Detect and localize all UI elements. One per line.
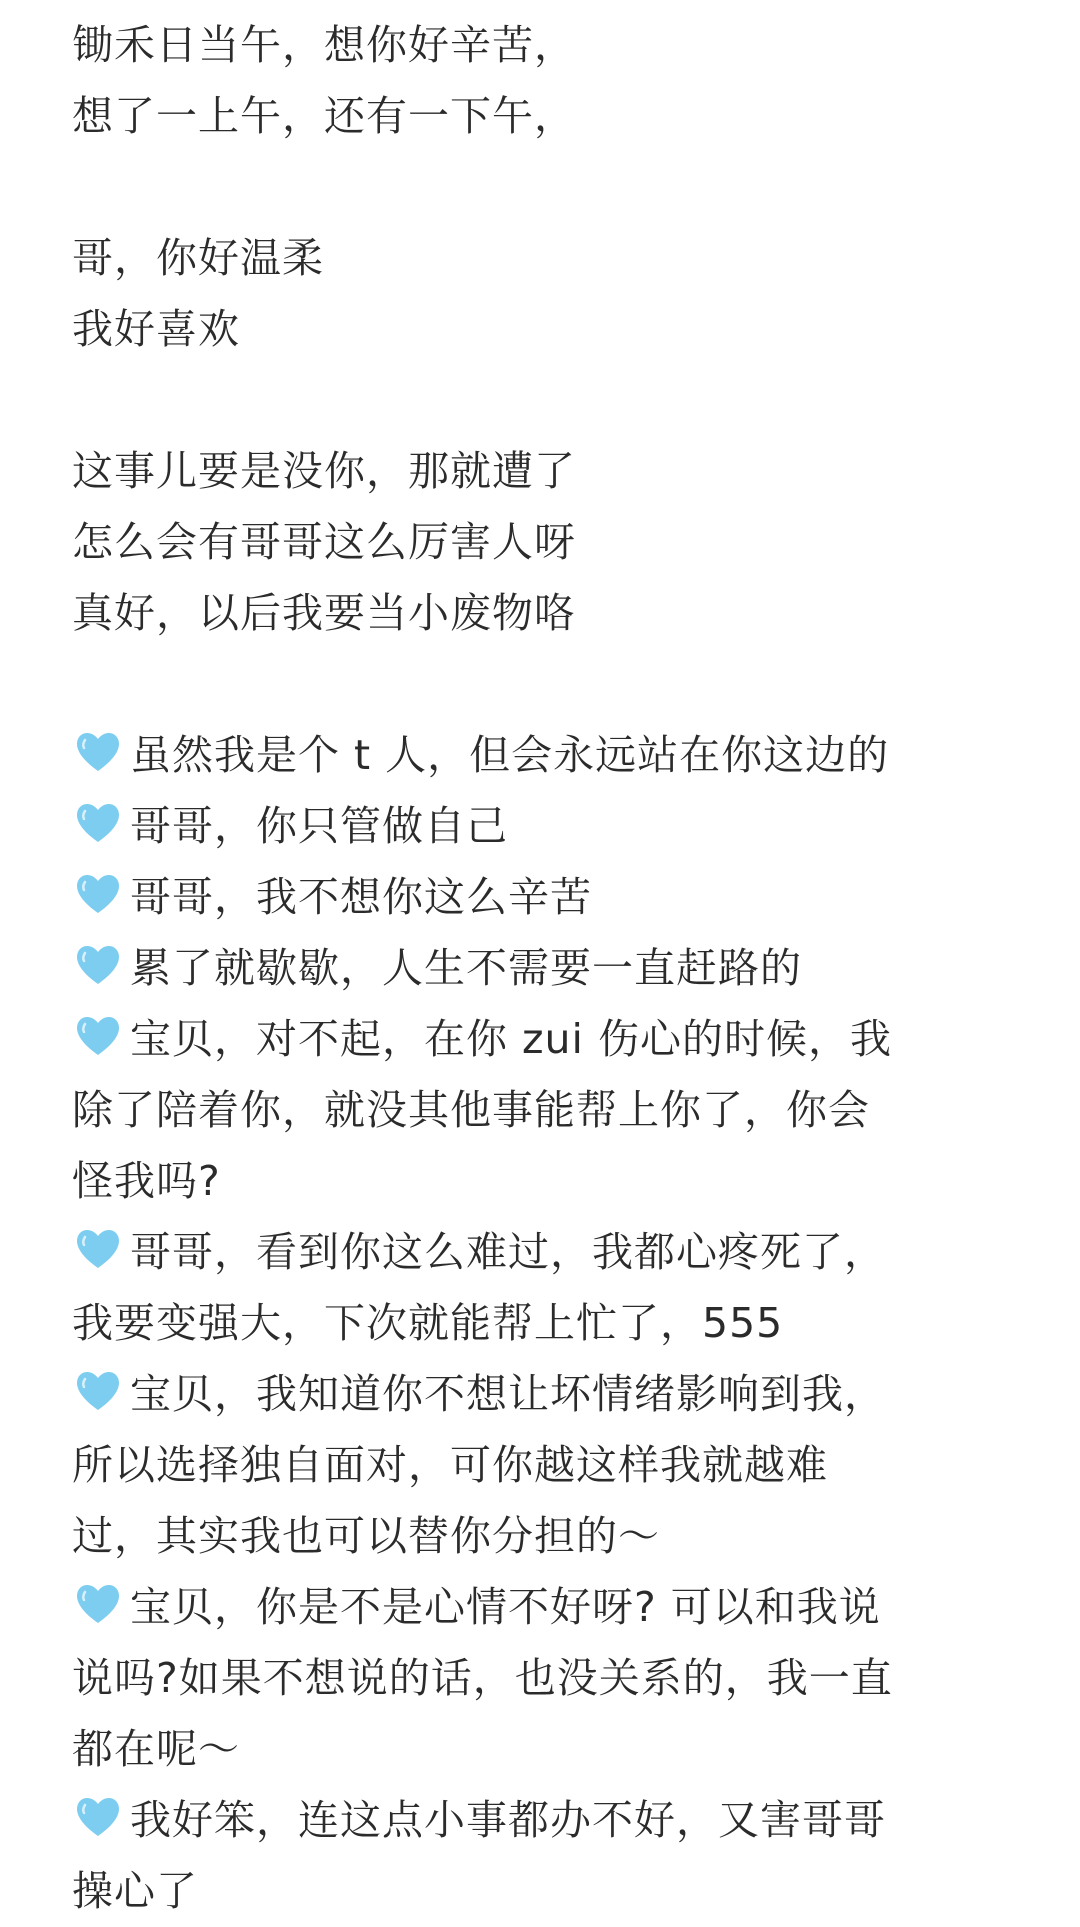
text-line — [72, 1643, 1020, 1714]
heart-item-text: 怪我吗? — [72, 1157, 221, 1205]
blank-line — [72, 152, 1020, 223]
heart-item-text: 宝贝，我知道你不想让坏情绪影响到我， — [130, 1370, 886, 1418]
text-line — [72, 1572, 1020, 1643]
text-line — [72, 1359, 1020, 1430]
heart-item — [72, 862, 1020, 933]
text-line — [72, 1146, 1020, 1217]
text-line — [72, 1501, 1020, 1572]
heart-item-text: 说吗?如果不想说的话，也没关系的，我一直 — [72, 1654, 893, 1702]
text-line — [72, 791, 1020, 862]
heart-item-text: 哥哥，看到你这么难过，我都心疼死了， — [130, 1228, 886, 1276]
heart-item — [72, 1004, 1020, 1217]
heart-item-text: 我好笨，连这点小事都办不好，又害哥哥 — [130, 1796, 886, 1844]
text-line — [72, 1785, 1020, 1856]
text-line: 我好喜欢 — [72, 305, 240, 353]
text-line: 怎么会有哥哥这么厉害人呀 — [72, 518, 576, 566]
heart-item-list — [72, 720, 1020, 1927]
text-line: 这事儿要是没你，那就遭了 — [72, 447, 576, 495]
blue-heart-icon — [72, 1791, 124, 1843]
text-line — [72, 1004, 1020, 1075]
text-line — [72, 1714, 1020, 1785]
blue-heart-icon — [72, 939, 124, 991]
text-line — [72, 1217, 1020, 1288]
blank-line — [72, 649, 1020, 720]
heart-item-text: 所以选择独自面对，可你越这样我就越难 — [72, 1441, 828, 1489]
heart-item — [72, 1217, 1020, 1359]
blue-heart-icon — [72, 726, 124, 778]
heart-item-text: 都在呢～ — [72, 1725, 240, 1773]
stanza-2 — [72, 223, 1020, 365]
heart-item-text: 哥哥，你只管做自己 — [130, 802, 508, 850]
blue-heart-icon — [72, 1223, 124, 1275]
heart-item-text: 宝贝，对不起，在你 zui 伤心的时候，我 — [130, 1015, 892, 1063]
blue-heart-icon — [72, 868, 124, 920]
text-line — [72, 1430, 1020, 1501]
heart-item-text: 宝贝，你是不是心情不好呀? 可以和我说 — [130, 1583, 881, 1631]
text-line: 锄禾日当午，想你好辛苦， — [72, 21, 576, 69]
heart-item-text: 我要变强大，下次就能帮上忙了，555 — [72, 1299, 784, 1347]
heart-item-text: 除了陪着你，就没其他事能帮上你了，你会 — [72, 1086, 870, 1134]
text-line: 想了一上午，还有一下午， — [72, 92, 576, 140]
text-line — [72, 1856, 1020, 1927]
text-line: 真好，以后我要当小废物咯 — [72, 589, 576, 637]
text-line — [72, 933, 1020, 1004]
text-line — [72, 862, 1020, 933]
heart-item-text: 操心了 — [72, 1867, 198, 1915]
heart-item-text: 虽然我是个 t 人，但会永远站在你这边的 — [130, 731, 890, 779]
heart-item — [72, 1785, 1020, 1927]
blue-heart-icon — [72, 1010, 124, 1062]
text-line — [72, 1288, 1020, 1359]
blue-heart-icon — [72, 1578, 124, 1630]
heart-item — [72, 791, 1020, 862]
heart-item-text: 哥哥，我不想你这么辛苦 — [130, 873, 592, 921]
stanza-3 — [72, 436, 1020, 649]
blue-heart-icon — [72, 797, 124, 849]
text-line: 哥，你好温柔 — [72, 234, 324, 282]
heart-item-text: 过，其实我也可以替你分担的～ — [72, 1512, 660, 1560]
text-line — [72, 720, 1020, 791]
text-line — [72, 1075, 1020, 1146]
heart-item-text: 累了就歇歇，人生不需要一直赶路的 — [130, 944, 802, 992]
heart-item — [72, 720, 1020, 791]
blank-line — [72, 365, 1020, 436]
stanza-1 — [72, 10, 1020, 152]
heart-item — [72, 1359, 1020, 1572]
heart-item — [72, 1572, 1020, 1785]
blue-heart-icon — [72, 1365, 124, 1417]
heart-item — [72, 933, 1020, 1004]
